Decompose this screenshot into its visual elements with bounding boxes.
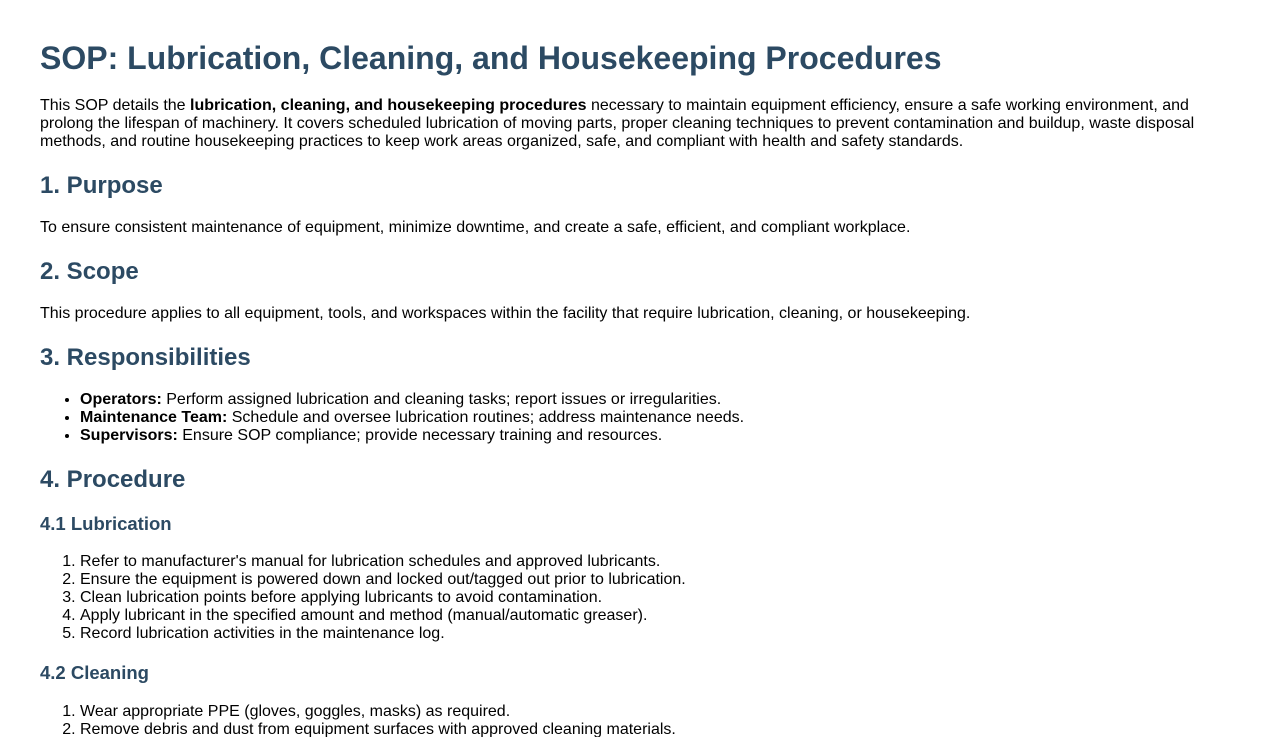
procedure-heading: 4. Procedure [40, 466, 186, 493]
lubrication-heading: 4.1 Lubrication [40, 513, 172, 534]
list-item [80, 427, 744, 445]
role-description: Perform assigned lubrication and cleaning tasks; report issues or irregularities. [161, 391, 722, 408]
intro-text-bold: lubrication, cleaning, and housekeeping procedures [190, 97, 587, 114]
list-item: 2. Remove debris and dust from equipment surfaces with approved cleaning materials. [80, 721, 676, 737]
responsibilities-list [40, 391, 744, 445]
intro-text-start: This SOP details the [40, 97, 190, 114]
purpose-text: To ensure consistent maintenance of equipment, minimize downtime, and create a safe, efficient, and compliant workplace. [40, 219, 911, 236]
purpose-heading: 1. Purpose [40, 172, 163, 199]
scope-text: This procedure applies to all equipment, tools, and workspaces within the facility that require lubrication, cleaning, or housekeeping. [40, 305, 971, 322]
list-item: 3. Clean lubrication points before applying lubricants to avoid contamination. [80, 589, 686, 607]
lubrication-steps [40, 553, 686, 643]
list-item [80, 391, 744, 409]
role-label: Maintenance Team: [80, 409, 228, 426]
scope-heading: 2. Scope [40, 258, 139, 285]
intro-paragraph [40, 97, 1210, 151]
role-label: Supervisors: [80, 427, 178, 444]
list-item: 1. Wear appropriate PPE (gloves, goggles, masks) as required. [80, 703, 676, 721]
page-title: SOP: Lubrication, Cleaning, and Housekeeping Procedures [40, 40, 942, 76]
list-item: 1. Refer to manufacturer's manual for lubrication schedules and approved lubricants. [80, 553, 686, 571]
role-description: Schedule and oversee lubrication routines; address maintenance needs. [227, 409, 745, 426]
list-item: 4. Apply lubricant in the specified amount and method (manual/automatic greaser). [80, 607, 686, 625]
responsibilities-heading: 3. Responsibilities [40, 344, 251, 371]
role-label: Operators: [80, 391, 162, 408]
intro-text-end: necessary to maintain equipment efficiency, ensure a safe working environment, and prolong the lifespan of machinery. It covers scheduled lubrication of moving parts, proper cleaning techniques to prevent contamination and buildup, waste disposal methods, and routine housekeeping practices to keep work areas organized, safe, and compliant with health and safety standards. [40, 97, 1195, 150]
cleaning-heading: 4.2 Cleaning [40, 662, 149, 683]
cleaning-steps [40, 703, 676, 737]
list-item [80, 409, 744, 427]
list-item: 5. Record lubrication activities in the maintenance log. [80, 625, 686, 643]
role-description: Ensure SOP compliance; provide necessary training and resources. [177, 427, 663, 444]
list-item: 2. Ensure the equipment is powered down and locked out/tagged out prior to lubrication. [80, 571, 686, 589]
